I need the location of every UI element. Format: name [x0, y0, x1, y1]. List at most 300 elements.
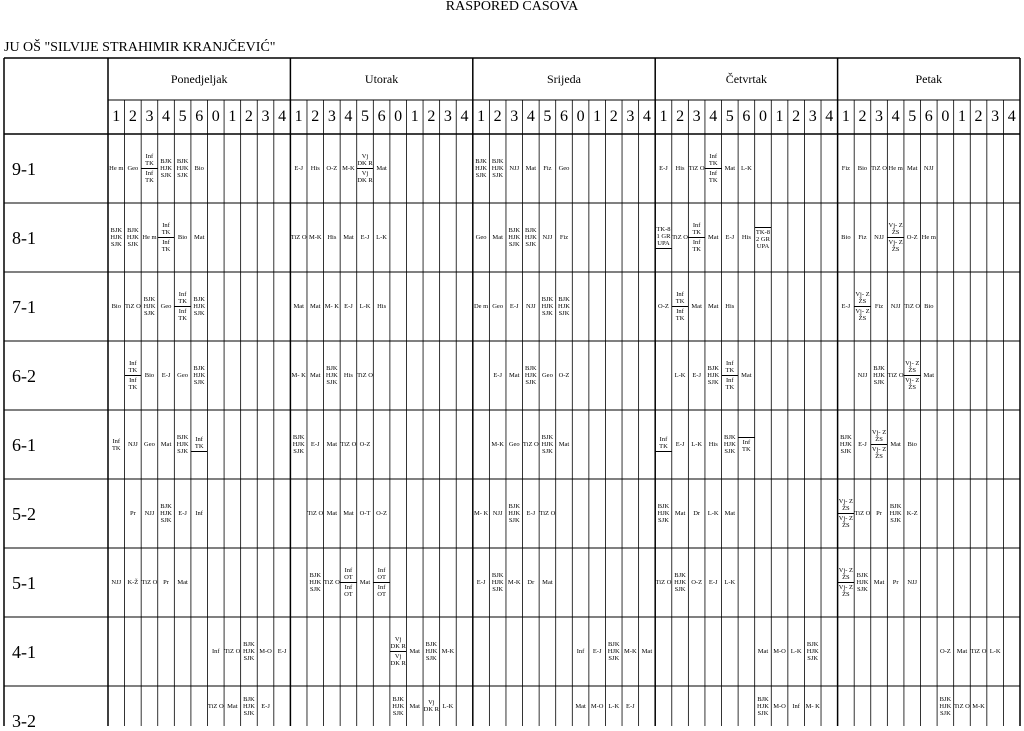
lesson-text: O-Z — [939, 648, 951, 655]
group-separator — [191, 451, 208, 452]
class-label: 6-2 — [12, 365, 36, 386]
lesson-text: Inf — [211, 648, 220, 655]
lesson-cell — [191, 410, 208, 479]
lesson-cell — [191, 341, 208, 410]
lesson-text: BJK HJK SJK — [939, 695, 952, 717]
lesson-cell — [937, 617, 954, 686]
lesson-cell — [871, 203, 888, 272]
lesson-cell — [307, 341, 324, 410]
lesson-cell — [655, 272, 672, 341]
lesson-cell — [489, 548, 506, 617]
lesson-text: M- K — [291, 372, 306, 379]
lesson-cell — [738, 341, 755, 410]
period-number: 2 — [244, 108, 253, 125]
lesson-cell — [838, 272, 855, 341]
period-number: 3 — [261, 108, 270, 125]
period-number: 2 — [974, 108, 983, 125]
lesson-text: TiZ O — [904, 303, 921, 310]
lesson-cell — [357, 410, 374, 479]
lesson-cell — [473, 479, 490, 548]
lesson-cell — [174, 479, 191, 548]
period-number: 6 — [559, 108, 568, 125]
lesson-cell — [489, 134, 506, 203]
lesson-cell — [871, 134, 888, 203]
lesson-cell — [340, 272, 357, 341]
lesson-text: TiZ O — [954, 702, 970, 710]
lesson-text: Dr — [527, 579, 535, 586]
lesson-cell — [722, 410, 739, 479]
lesson-cell — [125, 341, 142, 410]
lesson-text: Bio — [841, 234, 851, 241]
lesson-cell — [705, 203, 722, 272]
lesson-text: Mat — [674, 510, 686, 517]
lesson-cell — [954, 686, 971, 726]
lesson-cell — [158, 272, 175, 341]
lesson-text: BJK HJK SJK — [292, 434, 305, 455]
lesson-cell — [373, 203, 390, 272]
group-separator — [738, 437, 755, 438]
period-number: 1 — [112, 108, 121, 125]
period-number: 5 — [908, 108, 917, 125]
period-number: 5 — [543, 108, 552, 125]
lesson-cell — [738, 134, 755, 203]
lesson-cell — [672, 410, 689, 479]
lesson-cell — [921, 203, 938, 272]
lesson-cell — [904, 272, 921, 341]
lesson-text: Mat — [359, 579, 371, 586]
lesson-cell — [307, 203, 324, 272]
lesson-cell — [373, 134, 390, 203]
lesson-text: Bio — [177, 234, 188, 241]
lesson-cell — [473, 548, 490, 617]
lesson-cell — [108, 272, 125, 341]
lesson-cell — [125, 479, 142, 548]
lesson-text: BJK HJK SJK — [524, 365, 537, 386]
lesson-cell — [357, 479, 374, 548]
lesson-text: Inf OT — [377, 584, 386, 598]
lesson-cell — [373, 548, 390, 617]
lesson-cell — [174, 134, 191, 203]
period-number: 1 — [477, 108, 486, 125]
lesson-cell — [771, 617, 788, 686]
lesson-cell — [688, 134, 705, 203]
lesson-text: M-K — [972, 702, 985, 710]
lesson-cell — [174, 272, 191, 341]
period-number: 3 — [626, 108, 635, 125]
lesson-cell — [357, 548, 374, 617]
lesson-text: E-J — [476, 579, 486, 586]
lesson-text: Inf TK — [675, 291, 685, 305]
lesson-text: He m — [921, 234, 936, 241]
period-number: 1 — [593, 108, 602, 125]
lesson-text: Geo — [177, 372, 189, 379]
lesson-text: Vj DK R — [390, 636, 406, 650]
period-number: 3 — [991, 108, 1000, 125]
lesson-cell — [722, 341, 739, 410]
lesson-text: Pr — [876, 510, 882, 517]
group-separator — [655, 248, 672, 249]
class-label: 9-1 — [12, 158, 36, 179]
lesson-cell — [970, 686, 987, 726]
lesson-text: Vj- Z ŽS — [871, 429, 887, 443]
lesson-text: BJK HJK SJK — [143, 296, 156, 317]
lesson-text: Inf TK — [194, 436, 204, 450]
lesson-cell — [158, 548, 175, 617]
lesson-text: BJK HJK SJK — [674, 572, 687, 593]
lesson-text: Inf TK — [178, 291, 187, 305]
lesson-text: NJJ — [111, 579, 122, 586]
lesson-text: NJJ — [144, 510, 155, 517]
lesson-cell — [722, 548, 739, 617]
lesson-text: NJJ — [857, 372, 868, 379]
lesson-text: Vj- Z ŽS — [838, 567, 854, 581]
lesson-text: His — [741, 234, 751, 241]
lesson-cell — [970, 617, 987, 686]
lesson-cell — [340, 134, 357, 203]
lesson-text: BJK HJK SJK — [176, 158, 189, 179]
lesson-cell — [141, 548, 158, 617]
lesson-text: E-J — [344, 303, 353, 310]
day-header: Utorak — [364, 72, 399, 86]
lesson-cell — [340, 341, 357, 410]
lesson-cell — [307, 548, 324, 617]
period-number: 1 — [775, 108, 784, 125]
lesson-text: L-K — [740, 165, 752, 172]
lesson-cell — [523, 134, 540, 203]
lesson-cell — [705, 410, 722, 479]
period-number: 2 — [493, 108, 502, 125]
period-number: 2 — [792, 108, 801, 125]
lesson-cell — [987, 617, 1004, 686]
lesson-cell — [804, 617, 821, 686]
lesson-cell — [523, 479, 540, 548]
period-number: 5 — [725, 108, 734, 125]
lesson-text: M- K — [805, 702, 820, 710]
class-label: 3-2 — [12, 710, 36, 731]
lesson-text: TiZ O — [224, 648, 241, 655]
period-number: 1 — [410, 108, 419, 125]
lesson-text: O-Z — [691, 579, 703, 586]
lesson-text: Mat — [227, 702, 238, 710]
day-header: Srijeda — [546, 72, 581, 86]
lesson-text: E-J — [675, 441, 685, 448]
lesson-text: NJJ — [127, 441, 138, 448]
lesson-cell — [887, 203, 904, 272]
lesson-text: Mat — [757, 648, 769, 655]
lesson-text: Geo — [541, 372, 553, 379]
lesson-cell — [307, 134, 324, 203]
lesson-cell — [506, 341, 523, 410]
lesson-text: TiZ O — [290, 234, 307, 241]
lesson-text: O-Z — [906, 234, 918, 241]
lesson-text: E-J — [659, 165, 668, 172]
lesson-text: TiZ O — [887, 372, 904, 379]
lesson-text: Pr — [163, 579, 169, 586]
group-separator — [887, 237, 904, 238]
period-number: 3 — [327, 108, 336, 125]
lesson-text: Geo — [492, 303, 504, 310]
group-separator — [871, 444, 888, 445]
lesson-cell — [556, 272, 573, 341]
lesson-cell — [307, 479, 324, 548]
lesson-text: Vj- Z ŽS — [905, 377, 920, 391]
lesson-text: BJK HJK SJK — [160, 503, 172, 524]
lesson-cell — [589, 617, 606, 686]
lesson-cell — [506, 410, 523, 479]
lesson-text: E-J — [261, 702, 270, 710]
lesson-cell — [722, 479, 739, 548]
lesson-cell — [290, 272, 307, 341]
class-label: 5-1 — [12, 572, 36, 593]
lesson-text: TiZ O — [688, 165, 705, 172]
lesson-text: Vj- Z ŽS — [855, 308, 870, 322]
group-separator — [158, 237, 175, 238]
lesson-cell — [887, 479, 904, 548]
lesson-cell — [174, 203, 191, 272]
lesson-cell — [158, 341, 175, 410]
lesson-text: E-J — [178, 510, 187, 517]
lesson-text: BJK HJK SJK — [558, 296, 570, 317]
period-number: 0 — [394, 108, 403, 125]
lesson-text: E-J — [294, 165, 304, 172]
lesson-cell — [871, 479, 888, 548]
lesson-text: K-Ž — [127, 579, 139, 586]
lesson-text: BJK HJK SJK — [126, 227, 139, 248]
lesson-text: BJK HJK SJK — [873, 365, 885, 386]
lesson-cell — [406, 617, 423, 686]
lesson-text: E-J — [841, 303, 851, 310]
lesson-cell — [290, 134, 307, 203]
lesson-text: Dr — [693, 510, 701, 517]
lesson-text: Inf TK — [161, 222, 171, 236]
period-number: 0 — [758, 108, 767, 125]
lesson-cell — [904, 548, 921, 617]
lesson-cell — [705, 479, 722, 548]
lesson-text: K-Z — [906, 510, 918, 517]
lesson-cell — [722, 134, 739, 203]
lesson-cell — [705, 341, 722, 410]
lesson-cell — [506, 134, 523, 203]
lesson-cell — [324, 341, 341, 410]
lesson-cell — [324, 134, 341, 203]
lesson-cell — [921, 134, 938, 203]
group-separator — [722, 375, 739, 376]
lesson-text: E-J — [509, 303, 519, 310]
lesson-cell — [191, 134, 208, 203]
group-separator — [755, 227, 772, 228]
lesson-cell — [854, 548, 871, 617]
lesson-text: Vj- Z ŽS — [871, 446, 887, 460]
period-number: 2 — [858, 108, 867, 125]
lesson-text: Inf TK — [111, 437, 121, 452]
lesson-cell — [722, 272, 739, 341]
lesson-cell — [324, 548, 341, 617]
lesson-text: E-J — [858, 441, 867, 448]
page-title: RASPORED CASOVA — [445, 0, 579, 14]
lesson-text: He m — [142, 234, 157, 241]
lesson-cell — [125, 203, 142, 272]
lesson-cell — [141, 203, 158, 272]
lesson-cell — [788, 617, 805, 686]
lesson-cell — [954, 617, 971, 686]
group-separator — [655, 451, 672, 452]
class-label: 7-1 — [12, 296, 36, 317]
lesson-cell — [755, 617, 772, 686]
lesson-text: His — [725, 303, 735, 310]
lesson-text: Mat — [193, 234, 205, 241]
period-number: 4 — [162, 108, 171, 125]
group-separator — [174, 306, 191, 307]
period-number: 6 — [377, 108, 386, 125]
lesson-cell — [257, 617, 274, 686]
lesson-text: TiZ O — [141, 579, 158, 586]
lesson-text: BJK HJK SJK — [541, 434, 554, 455]
lesson-cell — [489, 272, 506, 341]
lesson-cell — [622, 686, 639, 726]
lesson-cell — [506, 548, 523, 617]
lesson-cell — [904, 410, 921, 479]
class-label: 8-1 — [12, 227, 36, 248]
group-separator — [373, 582, 390, 583]
lesson-cell — [523, 410, 540, 479]
lesson-text: M-K — [342, 165, 355, 172]
period-number: 2 — [676, 108, 685, 125]
lesson-text: L-K — [691, 441, 703, 448]
lesson-cell — [523, 272, 540, 341]
group-separator — [705, 168, 722, 169]
lesson-cell — [539, 410, 556, 479]
lesson-cell — [423, 617, 440, 686]
lesson-cell — [473, 203, 490, 272]
lesson-text: Mat — [409, 648, 420, 655]
lesson-text: TiZ O — [672, 234, 688, 241]
lesson-cell — [340, 548, 357, 617]
lesson-text: Mat — [326, 510, 338, 517]
lesson-text: Bio — [111, 303, 121, 310]
lesson-cell — [191, 272, 208, 341]
period-number: 1 — [957, 108, 966, 125]
lesson-cell — [921, 341, 938, 410]
lesson-cell — [705, 272, 722, 341]
lesson-cell — [556, 341, 573, 410]
lesson-cell — [307, 410, 324, 479]
lesson-cell — [539, 548, 556, 617]
lesson-cell — [324, 272, 341, 341]
lesson-text: TK-8 2 GR UPA — [755, 228, 771, 250]
lesson-text: L-K — [707, 510, 719, 517]
lesson-text: E-J — [360, 234, 370, 241]
lesson-text: Vj- Z ŽS — [888, 239, 903, 253]
lesson-cell — [688, 548, 705, 617]
period-number: 0 — [576, 108, 585, 125]
lesson-text: He m — [109, 165, 124, 172]
lesson-text: Inf TK — [692, 222, 701, 236]
lesson-cell — [887, 272, 904, 341]
lesson-text: Inf TK — [742, 439, 751, 453]
period-number: 3 — [808, 108, 817, 125]
lesson-text: Inf TK — [178, 308, 187, 322]
lesson-text: BJK HJK SJK — [839, 434, 852, 455]
lesson-text: Inf TK — [145, 170, 154, 184]
lesson-cell — [506, 272, 523, 341]
lesson-cell — [440, 686, 457, 726]
lesson-text: Fiz — [841, 165, 851, 172]
lesson-text: Fiz — [858, 234, 867, 241]
lesson-text: Geo — [508, 441, 520, 448]
period-number: 2 — [609, 108, 618, 125]
lesson-text: Vj- Z ŽS — [905, 360, 920, 374]
lesson-cell — [738, 410, 755, 479]
lesson-cell — [722, 203, 739, 272]
lesson-cell — [921, 272, 938, 341]
lesson-text: TiZ O — [207, 702, 224, 710]
lesson-text: Bio — [144, 372, 155, 379]
lesson-text: Mat — [707, 234, 719, 241]
lesson-cell — [125, 272, 142, 341]
lesson-text: BJK HJK SJK — [110, 227, 123, 248]
lesson-text: Mat — [724, 510, 736, 517]
lesson-text: Mat — [326, 441, 338, 448]
lesson-text: Bio — [194, 165, 204, 172]
period-number: 4 — [709, 108, 718, 125]
group-separator — [672, 306, 689, 307]
lesson-cell — [241, 617, 258, 686]
lesson-text: Inf TK — [708, 170, 718, 184]
lesson-text: Vj DK R — [357, 153, 373, 167]
lesson-text: He m — [888, 165, 903, 172]
lesson-cell — [307, 272, 324, 341]
lesson-text: L-K — [608, 702, 620, 710]
lesson-text: L-K — [442, 702, 454, 710]
lesson-text: TiZ O — [871, 165, 887, 172]
lesson-cell — [937, 686, 954, 726]
lesson-cell — [672, 272, 689, 341]
lesson-cell — [838, 134, 855, 203]
lesson-text: NJJ — [509, 165, 520, 172]
lesson-text: NJJ — [890, 303, 901, 310]
lesson-cell — [854, 410, 871, 479]
lesson-text: BJK HJK SJK — [723, 434, 736, 455]
lesson-text: NJJ — [492, 510, 503, 517]
lesson-text: Inf — [576, 648, 585, 655]
lesson-cell — [705, 548, 722, 617]
lesson-text: Mat — [525, 165, 537, 172]
period-number: 4 — [1007, 108, 1016, 125]
period-number: 0 — [941, 108, 950, 125]
class-label: 6-1 — [12, 434, 36, 455]
lesson-cell — [672, 134, 689, 203]
lesson-text: TiZ O — [357, 372, 373, 379]
lesson-cell — [108, 203, 125, 272]
lesson-cell — [290, 410, 307, 479]
lesson-text: BJK HJK SJK — [491, 572, 504, 593]
lesson-cell — [639, 617, 656, 686]
lesson-cell — [207, 686, 224, 726]
lesson-cell — [324, 203, 341, 272]
lesson-text: Pr — [129, 510, 136, 517]
lesson-cell — [854, 134, 871, 203]
lesson-text: Mat — [542, 579, 553, 586]
lesson-cell — [539, 134, 556, 203]
lesson-text: His — [327, 234, 337, 241]
lesson-cell — [871, 410, 888, 479]
group-separator — [390, 651, 407, 652]
lesson-cell — [688, 341, 705, 410]
lesson-cell — [705, 134, 722, 203]
lesson-text: NJJ — [874, 234, 884, 241]
period-number: 0 — [211, 108, 220, 125]
lesson-cell — [838, 410, 855, 479]
